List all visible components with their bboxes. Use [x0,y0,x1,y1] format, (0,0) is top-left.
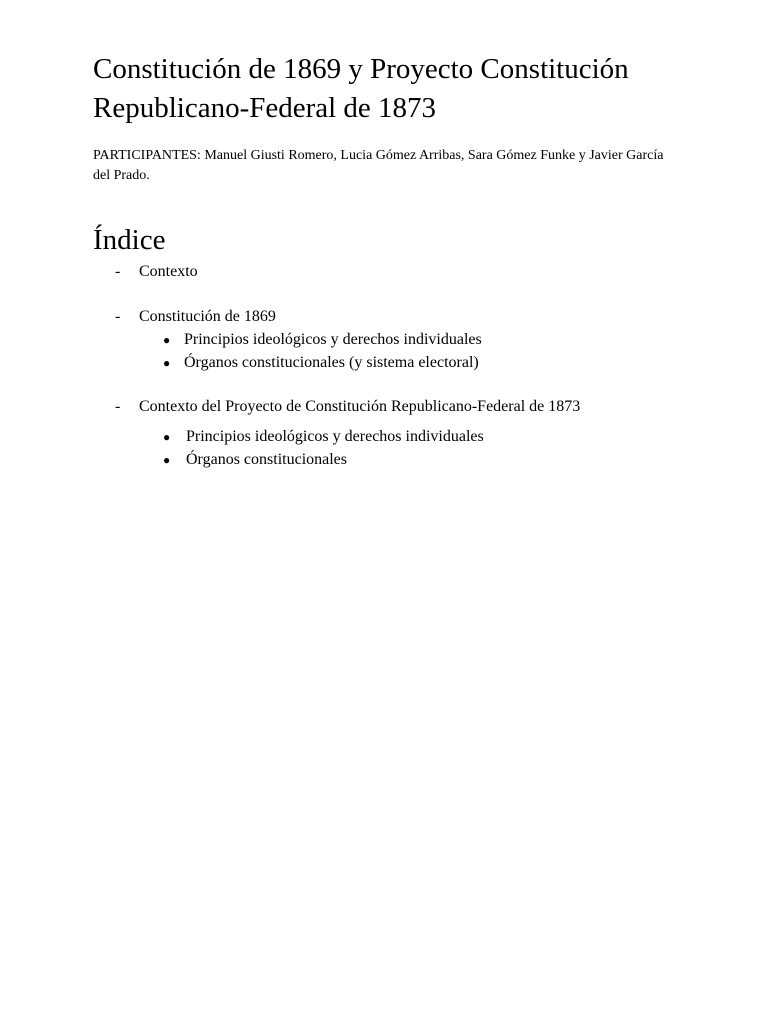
index-subentry [93,426,693,448]
index-entry [93,306,693,328]
index-subentry-label: Principios ideológicos y derechos individuales [184,331,482,348]
index-entry [93,261,693,283]
dash-marker: - [115,398,121,415]
index-entry-label: Contexto [139,263,198,280]
index-entry [93,396,693,418]
bullet-marker: ● [163,453,171,467]
index-section-constitucion-1869 [93,306,693,374]
index-subentry [93,449,693,471]
index-section-contexto [93,261,693,283]
bullet-marker: ● [163,333,171,347]
index-entry-label: Constitución de 1869 [139,308,276,325]
bullet-marker: ● [163,356,171,370]
dash-marker: - [115,308,121,325]
index-subentry-label: Órganos constitucionales [186,451,348,468]
index-subentry-label: Órganos constitucionales (y sistema electoral) [184,354,479,371]
dash-marker: - [115,263,121,280]
index-subentry-label: Principios ideológicos y derechos individuales [186,428,484,445]
index-heading: Índice [93,224,166,256]
index-subentry [93,329,693,351]
index-subentry [93,352,693,374]
participants-line: PARTICIPANTES: Manuel Giusti Romero, Lucia Gómez Arribas, Sara Gómez Funke y Javier García del Prado. [93,148,664,183]
document-title: Constitución de 1869 y Proyecto Constitución Republicano-Federal de 1873 [93,53,629,124]
index-entry-label: Contexto del Proyecto de Constitución Republicano-Federal de 1873 [139,398,581,415]
index-section-proyecto-1873 [93,396,693,471]
bullet-marker: ● [163,430,171,444]
